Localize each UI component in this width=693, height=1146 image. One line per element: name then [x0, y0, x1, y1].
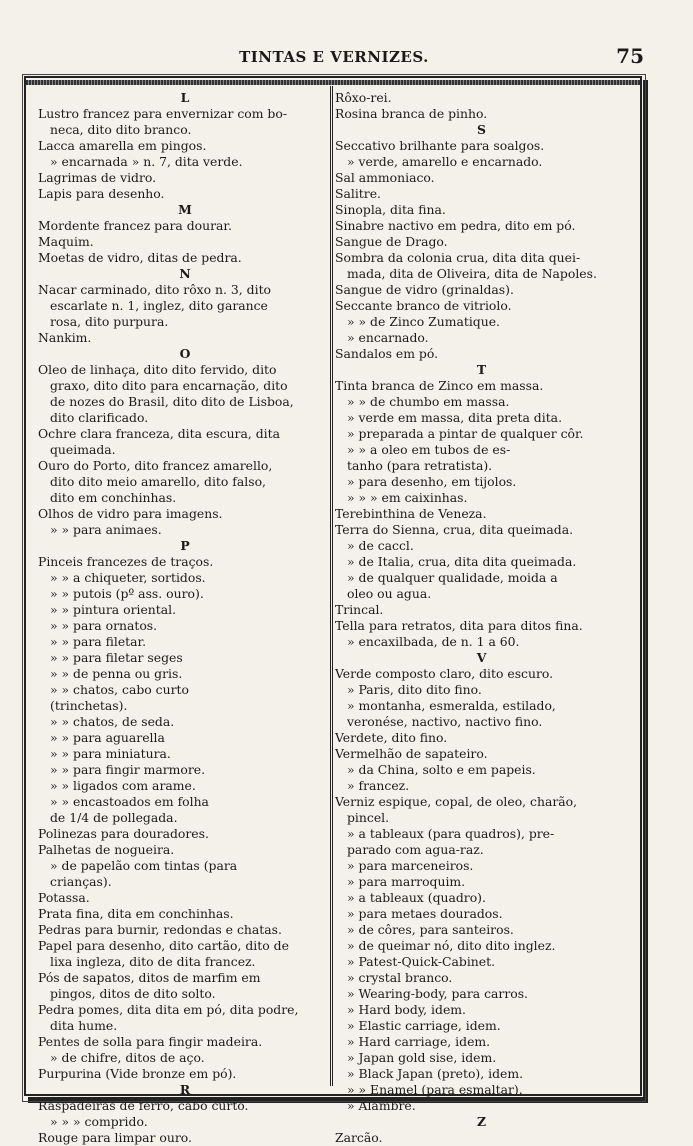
entry-line: Sinopla, dita fina.	[335, 202, 446, 217]
section-letter: M	[178, 202, 192, 217]
entry-line: » de chifre, ditos de aço.	[50, 1050, 205, 1065]
entry-line: » » a oleo em tubos de es-	[347, 442, 511, 457]
entry-line: Pós de sapatos, ditos de marfim em	[38, 970, 261, 985]
entry-line: Seccativo brilhante para soalgos.	[335, 138, 545, 153]
entry-line: Pedras para burnir, redondas e chatas.	[38, 922, 282, 937]
entry-line: lixa ingleza, dito de dita francez.	[50, 954, 256, 969]
entry-line: » » para filetar.	[50, 634, 147, 649]
page-title: TINTAS E VERNIZES.	[239, 48, 429, 66]
section-letter: L	[180, 90, 190, 105]
page-number: 75	[616, 44, 644, 68]
entry-line: » » a chiqueter, sortidos.	[50, 570, 206, 585]
entry-line: Palhetas de nogueira.	[38, 842, 175, 857]
entry-line: » para marroquim.	[347, 874, 466, 889]
entry-line: Lacca amarella em pingos.	[38, 138, 207, 153]
entry-line: » » de Zinco Zumatique.	[347, 314, 500, 329]
entry-line: » Paris, dito dito fino.	[347, 682, 482, 697]
entry-line: Salitre.	[335, 186, 381, 201]
entry-line: Mordente francez para dourar.	[38, 218, 232, 233]
entry-line: de nozes do Brasil, dito dito de Lisboa,	[50, 394, 294, 409]
entry-line: Prata fina, dita em conchinhas.	[38, 906, 234, 921]
entry-line: Maquim.	[38, 234, 94, 249]
entry-line: » verde em massa, dita preta dita.	[347, 410, 563, 425]
entry-line: » verde, amarello e encarnado.	[347, 154, 543, 169]
entry-line: Tella para retratos, dita para ditos fina.	[335, 618, 583, 633]
entry-line: Lustro francez para envernizar com bo-	[38, 106, 288, 121]
entry-line: Trincal.	[335, 602, 384, 617]
entry-line: » crystal branco.	[347, 970, 453, 985]
entry-line: » » para filetar seges	[50, 650, 183, 665]
entry-line: oleo ou agua.	[347, 586, 432, 601]
entry-line: Pedra pomes, dita dita em pó, dita podre,	[38, 1002, 299, 1017]
entry-line: » de côres, para santeiros.	[347, 922, 514, 937]
entry-line: » » para fingir marmore.	[50, 762, 206, 777]
entry-line: Polinezas para douradores.	[38, 826, 209, 841]
entry-line: rosa, dito purpura.	[50, 314, 169, 329]
entry-line: » » chatos, cabo curto	[50, 682, 189, 697]
entry-line: Pinceis francezes de traços.	[38, 554, 214, 569]
entry-line: » Wearing-body, para carros.	[347, 986, 528, 1001]
entry-line: Rouge para limpar ouro.	[38, 1130, 192, 1145]
entry-line: Moetas de vidro, ditas de pedra.	[38, 250, 242, 265]
entry-line: » Black Japan (preto), idem.	[347, 1066, 524, 1081]
entry-line: » Patest-Quick-Cabinet.	[347, 954, 496, 969]
entry-line: » de queimar nó, dito dito inglez.	[347, 938, 556, 953]
entry-line: » » para ornatos.	[50, 618, 158, 633]
entry-line: » » putois (pº ass. ouro).	[50, 586, 204, 601]
entry-line: » de papelão com tintas (para	[50, 858, 238, 873]
entry-line: pincel.	[347, 810, 390, 825]
right-column	[335, 90, 628, 1146]
entry-line: » » encastoados em folha	[50, 794, 209, 809]
entry-line: » » para miniatura.	[50, 746, 171, 761]
entry-line: dita hume.	[50, 1018, 118, 1033]
content-frame	[24, 76, 642, 1145]
entry-line: » Japan gold sise, idem.	[347, 1050, 497, 1065]
entry-line: » encaxilbada, de n. 1 a 60.	[347, 634, 520, 649]
entry-line: » » ligados com arame.	[50, 778, 196, 793]
entry-line: » Alambre.	[347, 1098, 416, 1113]
entry-line: Nankim.	[38, 330, 92, 345]
column-divider-inner	[332, 86, 333, 1086]
entry-line: » » » comprido.	[50, 1114, 148, 1129]
entry-line: Purpurina (Vide bronze em pó).	[38, 1066, 237, 1081]
entry-line: dito dito meio amarello, dito falso,	[50, 474, 266, 489]
section-letter: O	[179, 346, 191, 361]
entry-line: » » para aguarella	[50, 730, 165, 745]
entry-line: Rôxo-rei.	[335, 90, 392, 105]
entry-line: mada, dita de Oliveira, dita de Napoles.	[347, 266, 597, 281]
entry-line: » para desenho, em tijolos.	[347, 474, 517, 489]
ornamental-band	[26, 80, 640, 85]
entry-line: Verniz espique, copal, de oleo, charão,	[335, 794, 578, 809]
entry-line: Pentes de solla para fingir madeira.	[38, 1034, 263, 1049]
entry-line: » » chatos, de seda.	[50, 714, 175, 729]
entry-line: Zarcão.	[335, 1130, 383, 1145]
entry-line: Sangue de Drago.	[335, 234, 448, 249]
entry-line: » montanha, esmeralda, estilado,	[347, 698, 556, 713]
entry-line: tanho (para retratista).	[347, 458, 493, 473]
section-letter: T	[476, 362, 487, 377]
entry-line: Verde composto claro, dito escuro.	[335, 666, 554, 681]
entry-line: graxo, dito dito para encarnação, dito	[50, 378, 288, 393]
entry-line: Olhos de vidro para imagens.	[38, 506, 223, 521]
entry-line: dito clarificado.	[50, 410, 149, 425]
entry-line: neca, dito dito branco.	[50, 122, 192, 137]
entry-line: » Hard carriage, idem.	[347, 1034, 491, 1049]
entry-line: » encarnada » n. 7, dita verde.	[50, 154, 243, 169]
frame-shadow-right	[643, 80, 648, 1102]
entry-line: Lagrimas de vidro.	[38, 170, 157, 185]
entry-line: » de caccl.	[347, 538, 414, 553]
entry-line: » » pintura oriental.	[50, 602, 177, 617]
entry-line: de 1/4 de pollegada.	[50, 810, 178, 825]
entry-line: » a tableaux (quadro).	[347, 890, 486, 905]
entry-line: » Hard body, idem.	[347, 1002, 466, 1017]
entry-line: Ochre clara franceza, dita escura, dita	[38, 426, 281, 441]
entry-line: Ouro do Porto, dito francez amarello,	[38, 458, 273, 473]
entry-line: veronése, nactivo, nactivo fino.	[347, 714, 543, 729]
entry-line: » encarnado.	[347, 330, 429, 345]
section-letter: Z	[476, 1114, 487, 1129]
column-divider	[330, 86, 331, 1086]
page-header	[24, 44, 644, 68]
entry-line: pingos, ditos de dito solto.	[50, 986, 216, 1001]
entry-line: escarlate n. 1, inglez, dito garance	[50, 298, 268, 313]
section-letter: N	[179, 266, 191, 281]
section-letter: P	[180, 538, 190, 553]
entry-line: Lapis para desenho.	[38, 186, 165, 201]
entry-line: Sangue de vidro (grinaldas).	[335, 282, 514, 297]
entry-line: Rosina branca de pinho.	[335, 106, 488, 121]
entry-line: » da China, solto e em papeis.	[347, 762, 536, 777]
entry-line: (trinchetas).	[50, 698, 128, 713]
entry-line: » a tableaux (para quadros), pre-	[347, 826, 555, 841]
entry-line: Tinta branca de Zinco em massa.	[335, 378, 544, 393]
entry-line: Oleo de linhaça, dito dito fervido, dito	[38, 362, 277, 377]
entry-line: » » de penna ou gris.	[50, 666, 183, 681]
entry-line: » Elastic carriage, idem.	[347, 1018, 501, 1033]
entry-line: » de qualquer qualidade, moida a	[347, 570, 558, 585]
entry-line: parado com agua-raz.	[347, 842, 484, 857]
entry-line: » » de chumbo em massa.	[347, 394, 510, 409]
entry-line: Potassa.	[38, 890, 90, 905]
entry-line: crianças).	[50, 874, 112, 889]
entry-line: » » » em caixinhas.	[347, 490, 468, 505]
entry-line: Sinabre nactivo em pedra, dito em pó.	[335, 218, 576, 233]
section-letter: V	[476, 650, 487, 665]
entry-line: Terebinthina de Veneza.	[335, 506, 487, 521]
entry-line: » para marceneiros.	[347, 858, 474, 873]
entry-line: » » Enamel (para esmaltar).	[347, 1082, 523, 1097]
entry-line: Sombra da colonia crua, dita dita quei-	[335, 250, 581, 265]
section-letter: S	[477, 122, 486, 137]
entry-line: » de Italia, crua, dita dita queimada.	[347, 554, 577, 569]
entry-line: Papel para desenho, dito cartão, dito de	[38, 938, 289, 953]
entry-line: » » para animaes.	[50, 522, 162, 537]
entry-line: » para metaes dourados.	[347, 906, 503, 921]
entry-line: Seccante branco de vitriolo.	[335, 298, 512, 313]
entry-line: Vermelhão de sapateiro.	[335, 746, 488, 761]
entry-line: » francez.	[347, 778, 410, 793]
entry-line: Sandalos em pó.	[335, 346, 439, 361]
entry-line: Raspadeiras de ferro, cabo curto.	[38, 1098, 249, 1113]
entry-line: Nacar carminado, dito rôxo n. 3, dito	[38, 282, 272, 297]
section-letter: R	[179, 1082, 191, 1097]
entry-line: Verdete, dito fino.	[335, 730, 448, 745]
entry-line: Sal ammoniaco.	[335, 170, 435, 185]
entry-line: queimada.	[50, 442, 116, 457]
entry-line: Terra do Sienna, crua, dita queimada.	[335, 522, 574, 537]
entry-line: dito em conchinhas.	[50, 490, 177, 505]
entry-line: » preparada a pintar de qualquer côr.	[347, 426, 584, 441]
left-column	[38, 90, 332, 1146]
